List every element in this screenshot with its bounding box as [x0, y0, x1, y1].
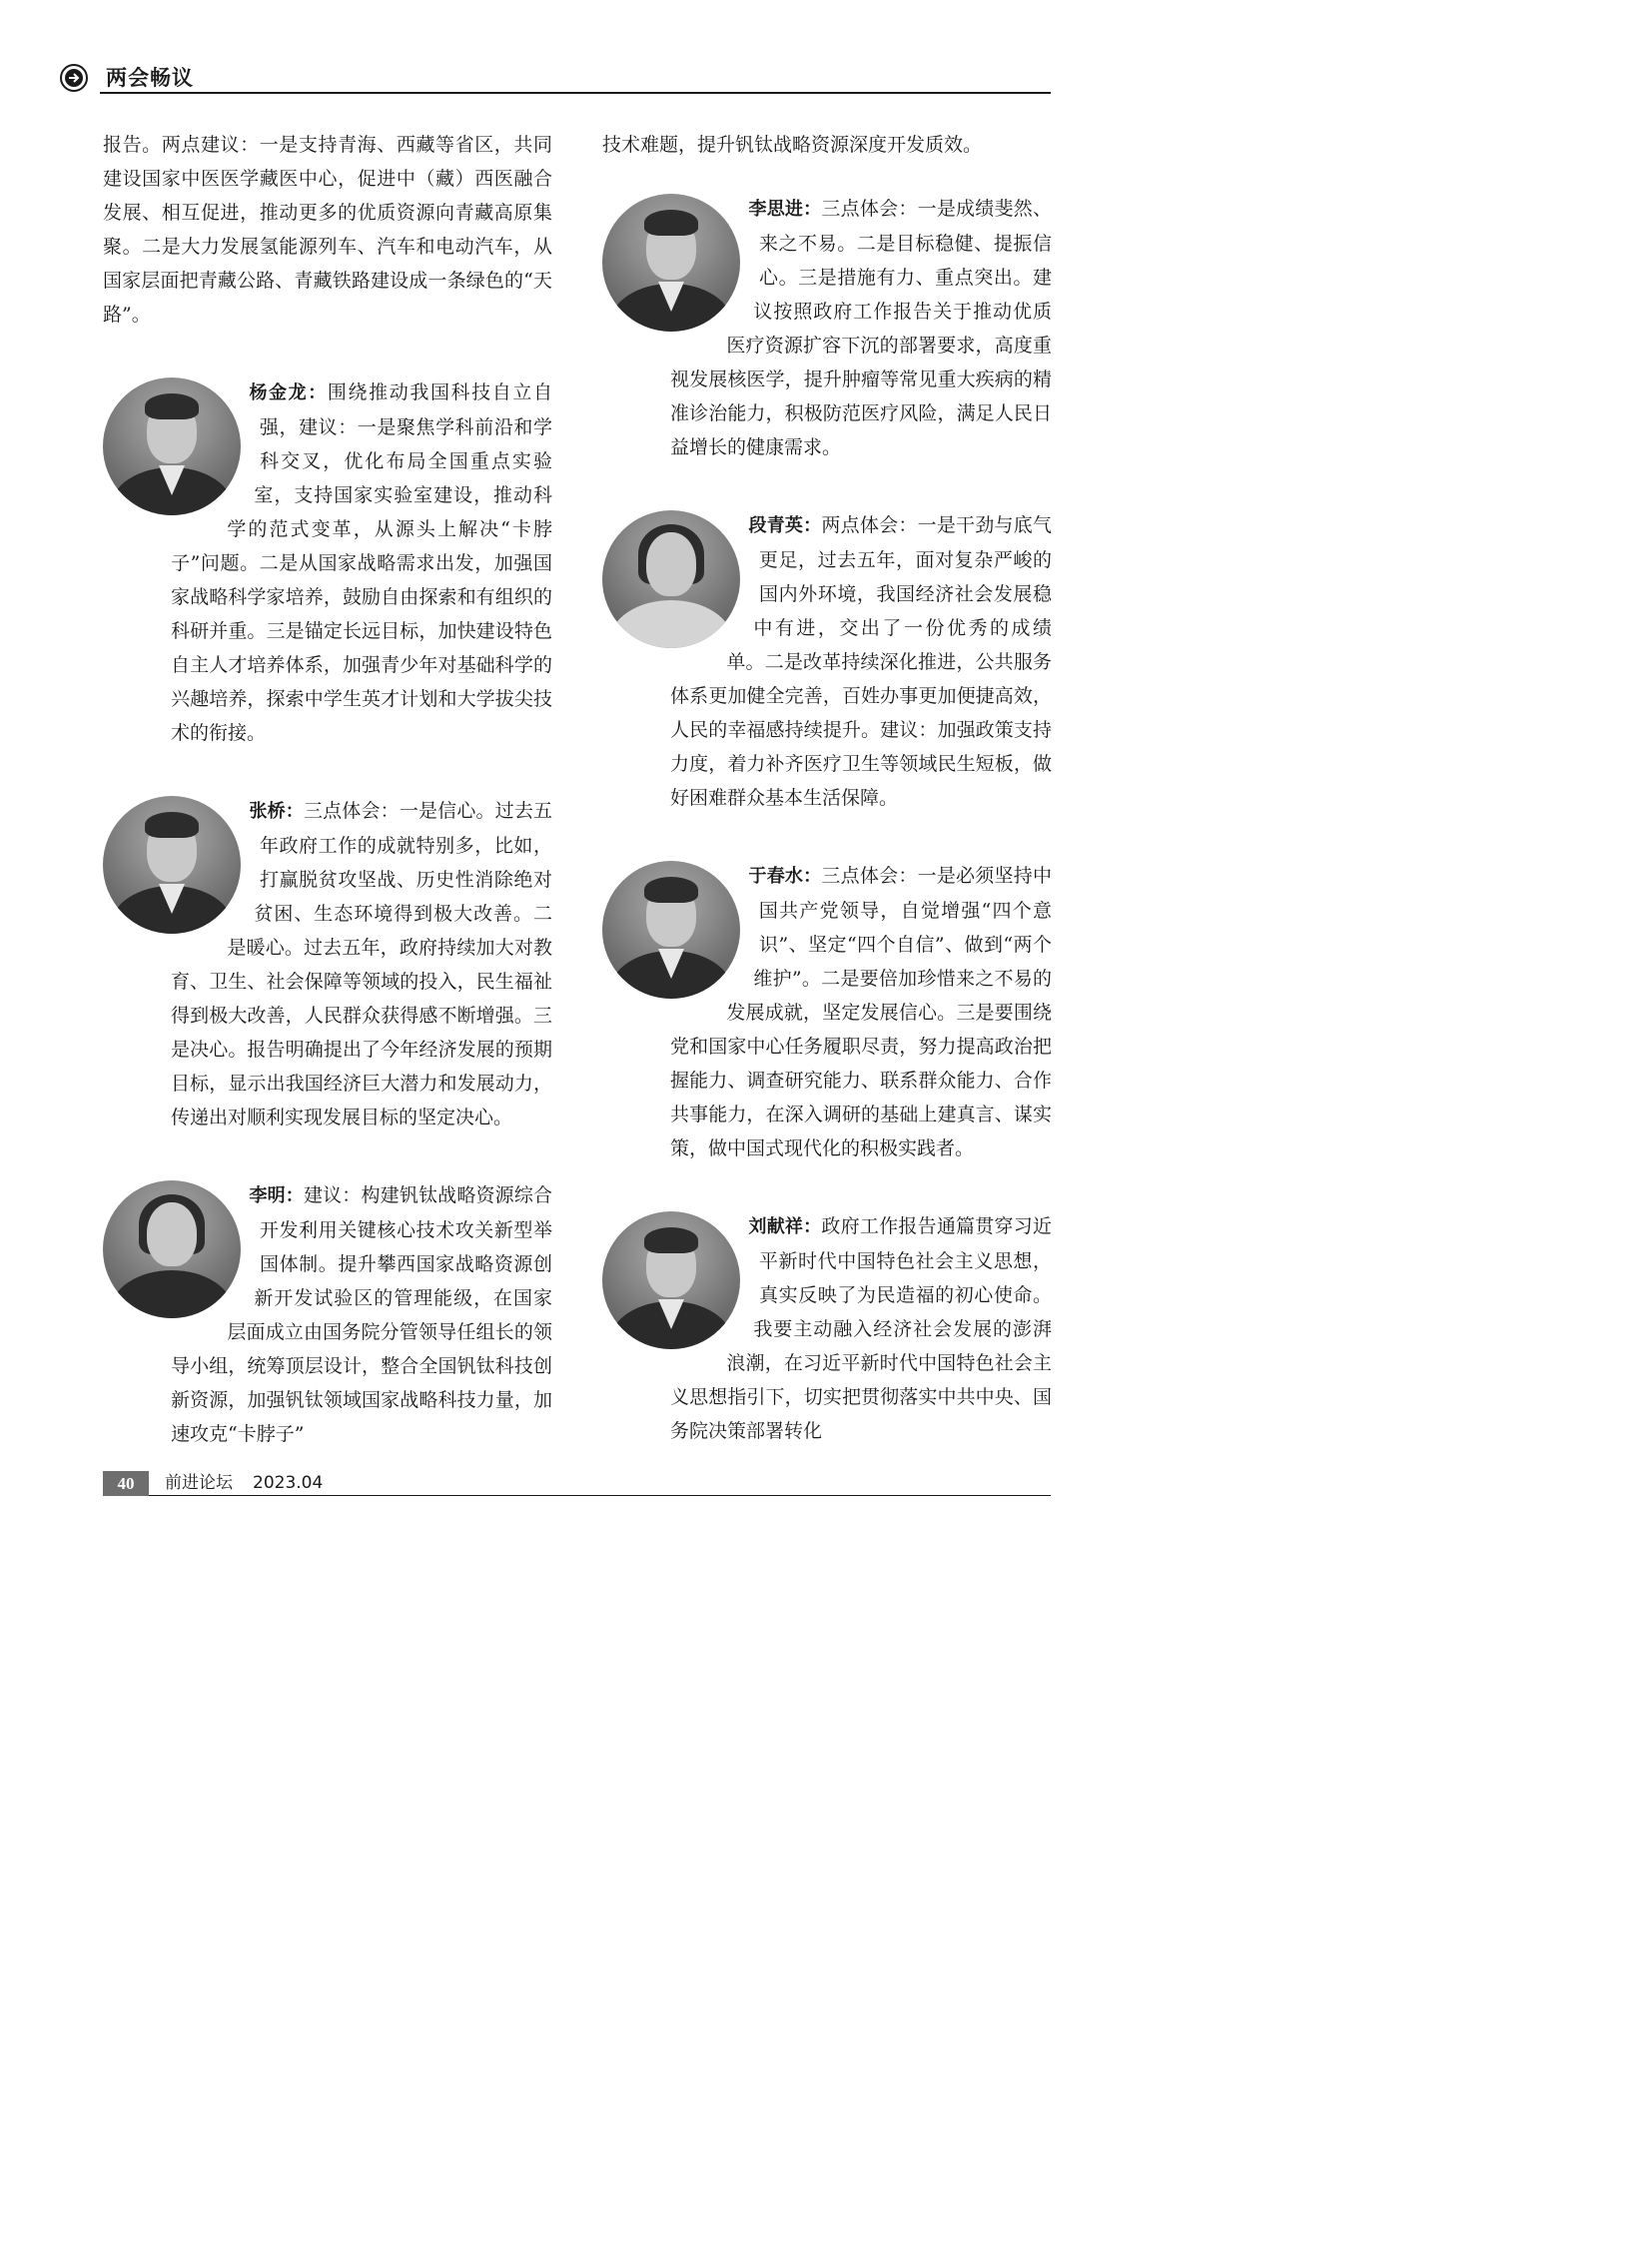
entry-li-ming — [103, 1178, 552, 1451]
speaker-name: 于春水： — [748, 866, 822, 887]
speaker-statement: 三点体会：一是成绩斐然、来之不易。二是目标稳健、提振信心。三是措施有力、重点突出。建议按照政府工作报告关于推动优质医疗资源扩容下沉的部署要求，高度重视发展核医学，提升肿瘤等常见重大疾病的精准诊治能力，积极防范医疗风险，满足人民日益增长的健康需求。 — [670, 198, 1052, 458]
speaker-name: 刘献祥： — [748, 1216, 822, 1237]
footer-divider — [149, 1495, 1051, 1496]
page-number: 40 — [103, 1471, 149, 1496]
portrait-photo — [602, 861, 740, 999]
section-title: 两会畅议 — [106, 66, 194, 90]
left-column — [103, 128, 552, 1451]
speaker-statement: 围绕推动我国科技自立自强，建议：一是聚焦学科前沿和学科交叉，优化布局全国重点实验室，支持国家实验室建设，推动科学的范式变革，从源头上解决“卡脖子”问题。二是从国家战略需求出发，加强国家战略科学家培养，鼓励自由探索和有组织的科研并重。三是锚定长远目标，加快建设特色自主人才培养体系，加强青少年对基础科学的兴趣培养，探索中学生英才计划和大学拔尖技术的衔接。 — [171, 381, 552, 744]
portrait-photo — [103, 1180, 241, 1318]
entry-li-sijin — [602, 192, 1052, 464]
speaker-name: 杨金龙： — [249, 382, 328, 403]
right-column — [602, 128, 1052, 1448]
entry-zhang-qiao — [103, 794, 552, 1134]
portrait-photo — [602, 194, 740, 332]
portrait-photo — [602, 1211, 740, 1349]
speaker-name: 李明： — [249, 1185, 304, 1206]
page-header — [58, 60, 1051, 98]
speaker-name: 段青英： — [748, 515, 822, 536]
continued-paragraph: 报告。两点建议：一是支持青海、西藏等省区，共同建设国家中医医学藏医中心，促进中（藏）西医融合发展、相互促进，推动更多的优质资源向青藏高原集聚。二是大力发展氢能源列车、汽车和电动汽车，从国家层面把青藏公路、青藏铁路建设成一条绿色的“天路”。 — [103, 134, 552, 326]
entry-yang-jinlong — [103, 375, 552, 750]
speaker-statement: 政府工作报告通篇贯穿习近平新时代中国特色社会主义思想，真实反映了为民造福的初心使命。我要主动融入经济社会发展的澎湃浪潮，在习近平新时代中国特色社会主义思想指引下，切实把贯彻落实中共中央、国务院决策部署转化 — [670, 1215, 1052, 1442]
speaker-name: 李思进： — [748, 199, 822, 220]
speaker-name: 张桥： — [249, 801, 304, 822]
publication-name: 前进论坛 — [165, 1473, 233, 1493]
page-footer — [103, 1471, 1051, 1499]
entry-yu-chunshui — [602, 859, 1052, 1165]
header-divider — [100, 92, 1051, 94]
portrait-photo — [602, 510, 740, 648]
speaker-statement: 建议：构建钒钛战略资源综合开发利用关键核心技术攻关新型举国体制。提升攀西国家战略资源创新开发试验区的管理能级，在国家层面成立由国务院分管领导任组长的领导小组，统筹顶层设计，整合全国钒钛科技创新资源，加强钒钛领域国家战略科技力量，加速攻克“卡脖子” — [171, 1184, 552, 1445]
speaker-statement: 三点体会：一是信心。过去五年政府工作的成就特别多，比如，打赢脱贫攻坚战、历史性消除绝对贫困、生态环境得到极大改善。二是暖心。过去五年，政府持续加大对教育、卫生、社会保障等领域的投入，民生福祉得到极大改善，人民群众获得感不断增强。三是决心。报告明确提出了今年经济发展的预期目标，显示出我国经济巨大潜力和发展动力，传递出对顺利实现发展目标的坚定决心。 — [171, 800, 552, 1128]
issue-number: 2023.04 — [253, 1473, 324, 1493]
speaker-statement: 三点体会：一是必须坚持中国共产党领导，自觉增强“四个意识”、坚定“四个自信”、做到“两个维护”。二是要倍加珍惜来之不易的发展成就，坚定发展信心。三是要围绕党和国家中心任务履职尽责，努力提高政治把握能力、调查研究能力、联系群众能力、合作共事能力，在深入调研的基础上建真言、谋实策，做中国式现代化的积极实践者。 — [670, 865, 1052, 1159]
entry-duan-qingying — [602, 508, 1052, 815]
footer-publication-info — [165, 1471, 323, 1495]
speaker-statement: 两点体会：一是干劲与底气更足，过去五年，面对复杂严峻的国内外环境，我国经济社会发展稳中有进，交出了一份优秀的成绩单。二是改革持续深化推进，公共服务体系更加健全完善，百姓办事更加便捷高效，人民的幸福感持续提升。建议：加强政策支持力度，着力补齐医疗卫生等领域民生短板，做好困难群众基本生活保障。 — [670, 514, 1052, 809]
continued-paragraph: 技术难题，提升钒钛战略资源深度开发质效。 — [602, 134, 983, 156]
entry-liu-xianxiang — [602, 1209, 1052, 1448]
portrait-photo — [103, 796, 241, 934]
portrait-photo — [103, 377, 241, 515]
arrow-right-circle-icon — [60, 64, 88, 92]
